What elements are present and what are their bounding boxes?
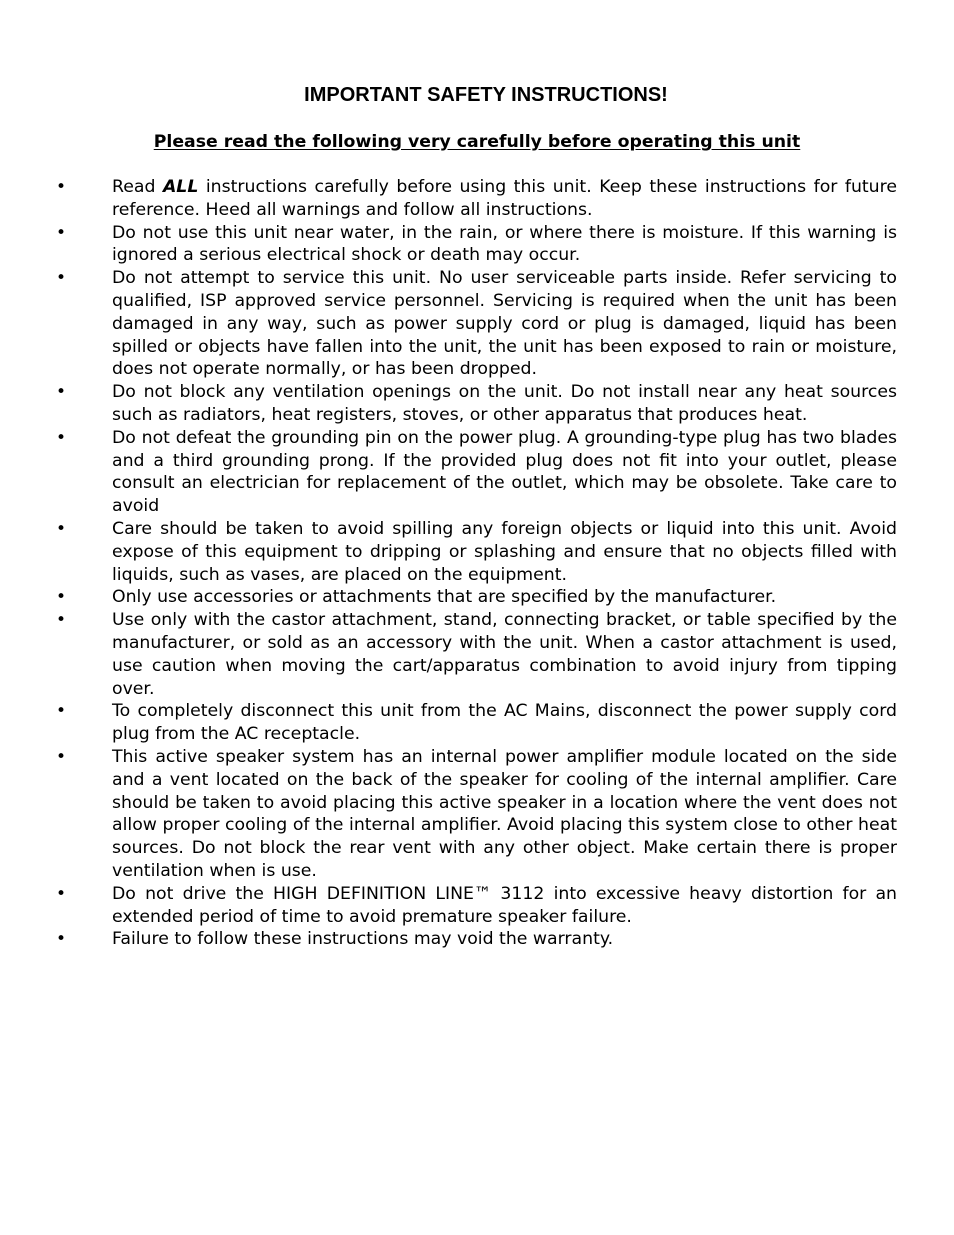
instruction-item-servicing [0, 267, 954, 381]
bullet-icon: • [55, 177, 67, 197]
bullet-icon: • [55, 587, 67, 608]
instruction-item-distortion [0, 883, 954, 929]
instruction-item-disconnect [0, 700, 954, 746]
instruction-item-liquids [0, 518, 954, 586]
instruction-item-castor [0, 609, 954, 700]
bullet-icon: • [55, 883, 67, 904]
bullet-icon: • [55, 929, 67, 950]
instruction-text: This active speaker system has an internal power amplifier module located on the side and a vent located on the back of the speaker for cooling of the internal amplifier. Care should be taken to avoid placing this active speaker in a location where the vent does not allow proper cooling of the internal amplifier. Avoid placing this system close to other heat sources. Do not block the rear vent with any other object. Make certain there is proper ventilation when is use. [112, 746, 897, 881]
bullet-icon: • [55, 518, 67, 539]
bullet-icon: • [55, 382, 67, 403]
safety-instruction-list [0, 176, 954, 951]
instruction-text: Care should be taken to avoid spilling any foreign objects or liquid into this unit. Avoid expose of this equipment to dripping or splashing and ensure that no objects filled with liquids, such as vases, are placed on the equipment. [112, 518, 897, 585]
instruction-item-water [0, 222, 954, 268]
bullet-icon: • [55, 701, 67, 722]
instruction-emphasis: ALL [162, 177, 199, 197]
instruction-text: Only use accessories or attachments that are specified by the manufacturer. [112, 587, 777, 608]
bullet-icon: • [55, 222, 67, 243]
instruction-text: To completely disconnect this unit from the AC Mains, disconnect the power supply cord plug from the AC receptacle. [112, 701, 897, 745]
instruction-item-warranty [0, 928, 954, 951]
instruction-text: Do not drive the HIGH DEFINITION LINE™ 3112 into excessive heavy distortion for an extended period of time to avoid premature speaker failure. [112, 883, 897, 927]
instruction-item-accessories [0, 586, 954, 609]
bullet-icon: • [55, 610, 67, 631]
instruction-text: Do not attempt to service this unit. No user serviceable parts inside. Refer servicing to qualified, ISP approved service personnel. Servicing is required when the unit has been damaged in any way, such as power supply cord or plug is damaged, liquid has been spilled or objects have fallen into the unit, the unit has been exposed to rain or moisture, does not operate normally, or has been dropped. [112, 268, 897, 380]
bullet-icon: • [55, 427, 67, 448]
instruction-text-suffix: instructions carefully before using this unit. Keep these instructions for future reference. Heed all warnings and follow all instructions. [112, 177, 897, 220]
instruction-text-prefix: Read [112, 177, 163, 197]
instruction-text: Do not use this unit near water, in the rain, or where there is moisture. If this warning is ignored a serious electrical shock or death may occur. [112, 222, 897, 266]
page-subtitle: Please read the following very carefully before operating this unit [153, 132, 801, 152]
instruction-item-amplifier-vent [0, 746, 954, 883]
instruction-text: Use only with the castor attachment, stand, connecting bracket, or table specified by the manufacturer, or sold as an accessory with the unit. When a castor attachment is used, use caution when moving the cart/apparatus combination to avoid injury from tipping over. [112, 610, 897, 699]
instruction-text: Do not block any ventilation openings on the unit. Do not install near any heat sources such as radiators, heat registers, stoves, or other apparatus that produces heat. [112, 382, 897, 425]
bullet-icon: • [55, 746, 67, 767]
page-title: IMPORTANT SAFETY INSTRUCTIONS! [304, 84, 668, 106]
instruction-item-grounding [0, 427, 954, 518]
instruction-item-read-all [0, 176, 954, 222]
bullet-icon: • [55, 268, 67, 289]
instruction-text: Do not defeat the grounding pin on the power plug. A grounding-type plug has two blades and a third grounding prong. If the provided plug does not fit into your outlet, please consult an electrician for replacement of the outlet, which may be obsolete. Take care to avoid [112, 427, 897, 517]
instruction-item-ventilation [0, 381, 954, 427]
instruction-text: Failure to follow these instructions may void the warranty. [112, 929, 614, 950]
